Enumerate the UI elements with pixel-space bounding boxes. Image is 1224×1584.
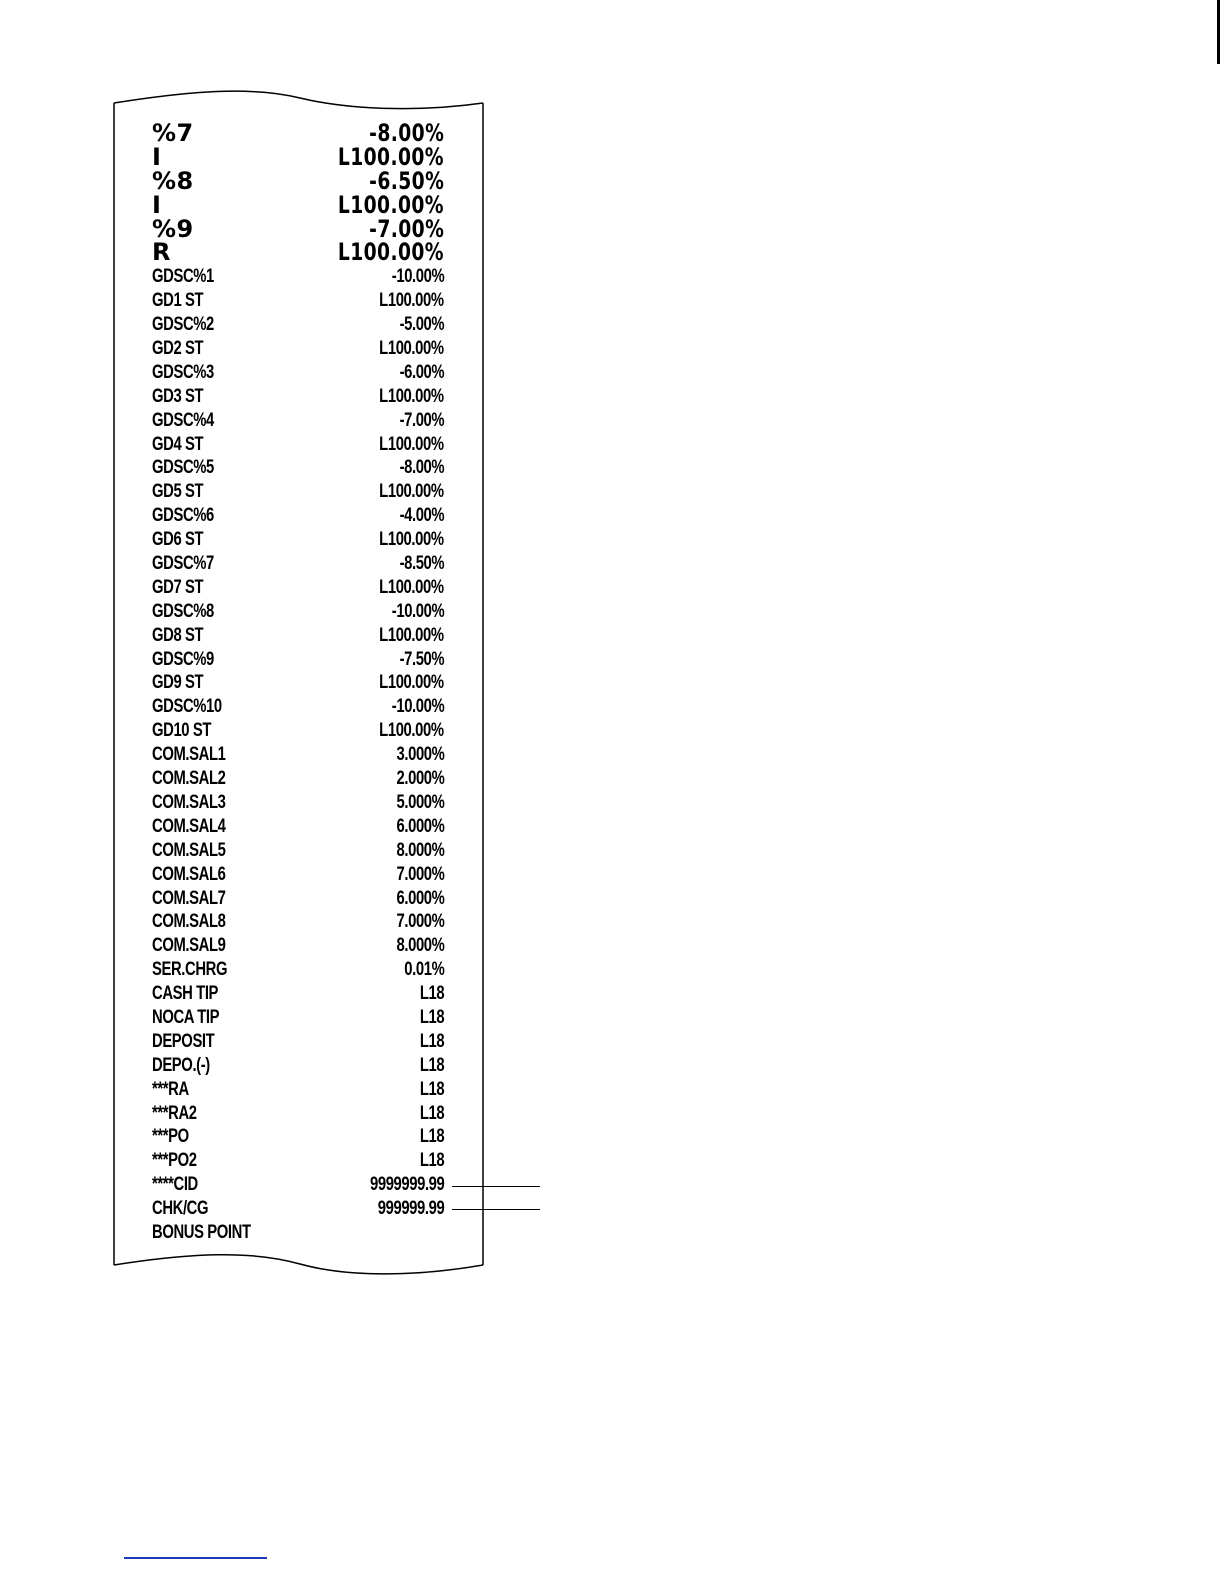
receipt-torn-top-edge — [114, 91, 483, 108]
receipt-row — [152, 504, 444, 528]
row-value: -8.50% — [399, 553, 444, 575]
receipt-row — [152, 743, 444, 767]
row-value: -6.00% — [399, 361, 444, 383]
row-value: L100.00% — [379, 385, 444, 407]
row-value: 5.000% — [396, 791, 444, 813]
receipt-row — [152, 1173, 444, 1197]
row-label: I — [152, 142, 162, 171]
receipt-row — [152, 337, 444, 361]
row-value: L18 — [419, 1150, 444, 1172]
row-label: GD6 ST — [152, 529, 204, 551]
receipt-row — [152, 238, 444, 267]
row-value: L18 — [419, 983, 444, 1005]
receipt-row — [152, 265, 444, 289]
row-value: L100.00% — [379, 338, 444, 360]
row-label: COM.SAL7 — [152, 887, 226, 909]
receipt-row — [152, 695, 444, 719]
receipt-row — [152, 576, 444, 600]
row-value: L18 — [419, 1126, 444, 1148]
row-value: -10.00% — [391, 696, 444, 718]
receipt-row — [152, 1006, 444, 1030]
receipt-row — [152, 1102, 444, 1126]
row-label: GDSC%8 — [152, 600, 214, 622]
row-label: GDSC%10 — [152, 696, 222, 718]
receipt-row — [152, 839, 444, 863]
row-label: COM.SAL1 — [152, 744, 226, 766]
row-label: COM.SAL2 — [152, 768, 226, 790]
row-label: ***PO2 — [152, 1150, 197, 1172]
row-label: GDSC%6 — [152, 505, 214, 527]
row-value: -7.00% — [399, 409, 444, 431]
row-label: DEPOSIT — [152, 1030, 215, 1052]
row-value: 6.000% — [396, 815, 444, 837]
row-value: 7.000% — [396, 863, 444, 885]
row-label: GD2 ST — [152, 338, 204, 360]
row-value: L100.00% — [337, 238, 444, 267]
receipt-row — [152, 791, 444, 815]
row-label: GDSC%4 — [152, 409, 214, 431]
row-value: -4.00% — [399, 505, 444, 527]
receipt-row — [152, 1054, 444, 1078]
row-label: ***RA — [152, 1078, 189, 1100]
row-value: L100.00% — [379, 720, 444, 742]
row-value: L18 — [419, 1102, 444, 1124]
row-label: BONUS POINT — [152, 1221, 251, 1243]
row-value: L18 — [419, 1030, 444, 1052]
row-value: L18 — [419, 1054, 444, 1076]
receipt-row — [152, 719, 444, 743]
receipt-lines — [152, 119, 444, 1245]
row-label: COM.SAL3 — [152, 791, 226, 813]
row-label: COM.SAL6 — [152, 863, 226, 885]
row-label: COM.SAL9 — [152, 935, 226, 957]
row-value: -7.00% — [368, 214, 444, 243]
receipt-row — [152, 1221, 444, 1245]
row-label: GD4 ST — [152, 433, 204, 455]
row-label: GDSC%3 — [152, 361, 214, 383]
row-label: DEPO.(-) — [152, 1054, 210, 1076]
row-value: -5.00% — [399, 314, 444, 336]
row-label: GD9 ST — [152, 672, 204, 694]
receipt-row — [152, 767, 444, 791]
row-label: CASH TIP — [152, 983, 219, 1005]
receipt-row — [152, 1078, 444, 1102]
row-label: GD5 ST — [152, 481, 204, 503]
row-value: L100.00% — [379, 433, 444, 455]
row-label: COM.SAL8 — [152, 911, 226, 933]
receipt-row — [152, 887, 444, 911]
receipt-row — [152, 1197, 444, 1221]
row-value: L100.00% — [379, 290, 444, 312]
receipt-row — [152, 671, 444, 695]
row-label: I — [152, 190, 162, 219]
receipt-row — [152, 433, 444, 457]
row-value: L18 — [419, 1006, 444, 1028]
row-label: ****CID — [152, 1174, 198, 1196]
receipt-row — [152, 863, 444, 887]
receipt-row — [152, 552, 444, 576]
receipt-row — [152, 528, 444, 552]
receipt-row — [152, 982, 444, 1006]
receipt-row — [152, 313, 444, 337]
receipt-row — [152, 910, 444, 934]
row-label: SER.CHRG — [152, 959, 228, 981]
receipt-row — [152, 600, 444, 624]
row-label: GDSC%1 — [152, 266, 214, 288]
row-label: GD10 ST — [152, 720, 212, 742]
row-value: 8.000% — [396, 839, 444, 861]
row-label: %9 — [152, 214, 194, 243]
row-label: %7 — [152, 119, 194, 147]
receipt-row — [152, 1125, 444, 1149]
receipt-row — [152, 1030, 444, 1054]
callout-line — [452, 1186, 540, 1187]
row-value: L18 — [419, 1078, 444, 1100]
receipt-row — [152, 648, 444, 672]
row-value: 9999999.99 — [369, 1174, 444, 1196]
row-value: L100.00% — [379, 576, 444, 598]
row-value: L100.00% — [337, 142, 444, 171]
row-label: ***RA2 — [152, 1102, 197, 1124]
row-value: 8.000% — [396, 935, 444, 957]
row-label: GDSC%2 — [152, 314, 214, 336]
row-value: -8.00% — [368, 119, 444, 147]
receipt-row — [152, 361, 444, 385]
row-value: L100.00% — [379, 672, 444, 694]
footer-rule — [124, 1557, 267, 1559]
row-value: L100.00% — [379, 481, 444, 503]
row-label: COM.SAL4 — [152, 815, 226, 837]
row-label: CHK/CG — [152, 1198, 209, 1220]
receipt-row — [152, 815, 444, 839]
row-value: 2.000% — [396, 768, 444, 790]
row-value: 0.01% — [403, 959, 444, 981]
receipt-row — [152, 934, 444, 958]
receipt-row — [152, 385, 444, 409]
receipt-torn-bottom-edge — [114, 1255, 483, 1274]
row-label: GD1 ST — [152, 290, 204, 312]
row-label: %8 — [152, 166, 194, 195]
row-value: 6.000% — [396, 887, 444, 909]
row-label: COM.SAL5 — [152, 839, 226, 861]
callout-line — [452, 1209, 540, 1210]
row-label: ***PO — [152, 1126, 189, 1148]
receipt-row — [152, 289, 444, 313]
row-label: GD3 ST — [152, 385, 204, 407]
receipt-row — [152, 409, 444, 433]
row-value: -8.00% — [399, 457, 444, 479]
receipt-row — [152, 958, 444, 982]
row-label: GDSC%7 — [152, 553, 214, 575]
row-label: GD8 ST — [152, 624, 204, 646]
row-label: GDSC%5 — [152, 457, 214, 479]
receipt-row — [152, 480, 444, 504]
row-label: GD7 ST — [152, 576, 204, 598]
row-value: L100.00% — [379, 529, 444, 551]
receipt-row — [152, 624, 444, 648]
row-value: -7.50% — [399, 648, 444, 670]
row-label: R — [152, 238, 171, 267]
row-value: -10.00% — [391, 600, 444, 622]
row-value: -10.00% — [391, 266, 444, 288]
row-value: 3.000% — [396, 744, 444, 766]
row-value: 7.000% — [396, 911, 444, 933]
row-value: L100.00% — [337, 190, 444, 219]
receipt-row — [152, 456, 444, 480]
row-value: L100.00% — [379, 624, 444, 646]
row-label: GDSC%9 — [152, 648, 214, 670]
receipt-row — [152, 1149, 444, 1173]
row-value: -6.50% — [368, 166, 444, 195]
row-value: 999999.99 — [377, 1198, 444, 1220]
row-label: NOCA TIP — [152, 1006, 220, 1028]
